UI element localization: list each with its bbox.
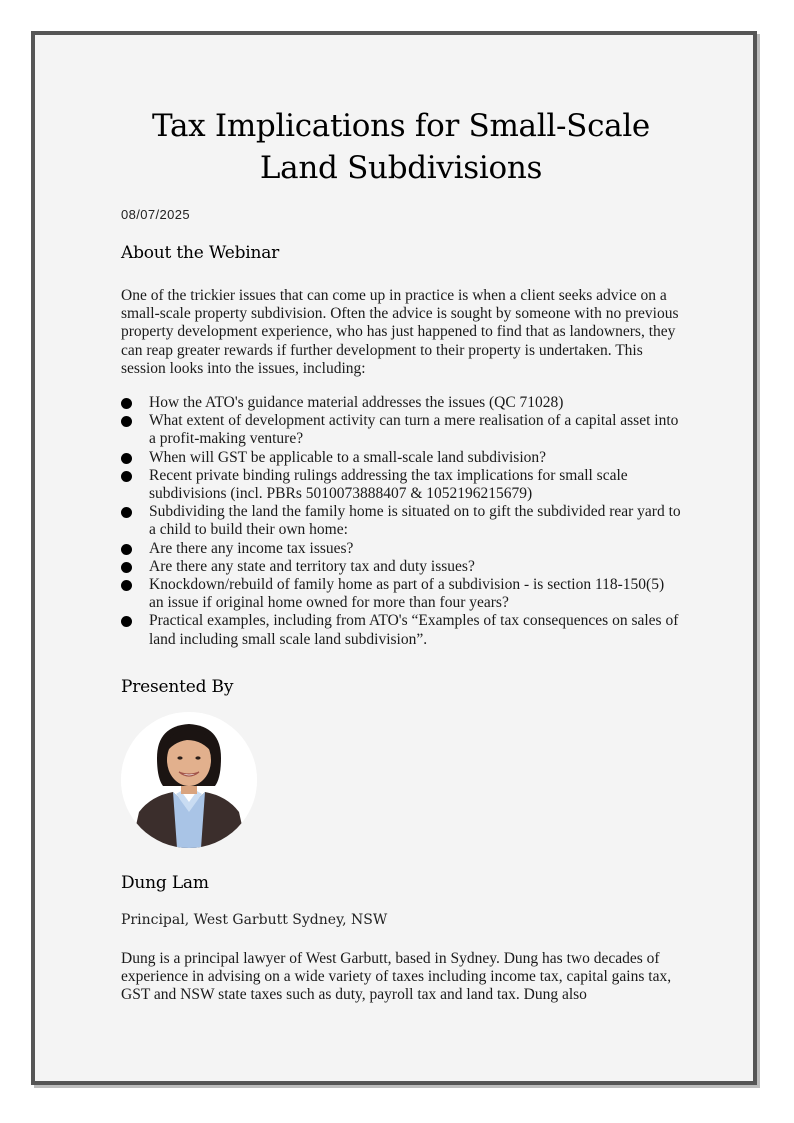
list-item: Recent private binding rulings addressing the tax implications for small scale subdivisions (incl. PBRs 5010073888407 & 1052196215679) <box>121 467 681 503</box>
bullet-icon <box>121 398 132 409</box>
list-item: Practical examples, including from ATO's “Examples of tax consequences on sales of land including small scale land subdivision”. <box>121 612 681 648</box>
page-frame <box>31 31 757 1085</box>
list-item: What extent of development activity can turn a mere realisation of a capital asset into a profit-making venture? <box>121 412 681 448</box>
about-intro: One of the trickier issues that can come up in practice is when a client seeks advice on a small-scale property subdivision. Often the advice is sought by someone with no previous property development experience, who has just happened to find that as landowners, they can reap greater rewards if further development to their property is undertaken. This session looks into the issues, including: <box>121 287 679 377</box>
bullet-icon <box>121 507 132 518</box>
list-item: How the ATO's guidance material addresses the issues (QC 71028) <box>121 394 681 412</box>
list-item: Are there any state and territory tax and duty issues? <box>121 558 681 576</box>
bullet-icon <box>121 544 132 555</box>
list-item: Knockdown/rebuild of family home as part of a subdivision - is section 118-150(5) an issue if original home owned for more than four years? <box>121 576 681 612</box>
bullet-icon <box>121 562 132 573</box>
presenter-photo <box>121 712 257 848</box>
presenter-portrait-icon <box>121 712 257 848</box>
topics-list <box>121 394 681 649</box>
presenter-heading: Presented By <box>121 677 234 697</box>
about-heading: About the Webinar <box>121 243 280 263</box>
list-item: Subdividing the land the family home is situated on to gift the subdivided rear yard to a child to build their own home: <box>121 503 681 539</box>
page-title: Tax Implications for Small-Scale Land Subdivisions <box>152 108 650 186</box>
presenter-role: Principal, West Garbutt Sydney, NSW <box>121 912 388 928</box>
presenter-name: Dung Lam <box>121 873 209 893</box>
bullet-icon <box>121 453 132 464</box>
list-item: Are there any income tax issues? <box>121 540 681 558</box>
bullet-icon <box>121 416 132 427</box>
bullet-icon <box>121 616 132 627</box>
list-item: When will GST be applicable to a small-scale land subdivision? <box>121 449 681 467</box>
presenter-bio: Dung is a principal lawyer of West Garbutt, based in Sydney. Dung has two decades of experience in advising on a wide variety of taxes including income tax, capital gains tax, GST and NSW state taxes such as duty, payroll tax and land tax. Dung also <box>121 950 672 1004</box>
bullet-icon <box>121 580 132 591</box>
webinar-date: 08/07/2025 <box>121 207 191 222</box>
bullet-icon <box>121 471 132 482</box>
